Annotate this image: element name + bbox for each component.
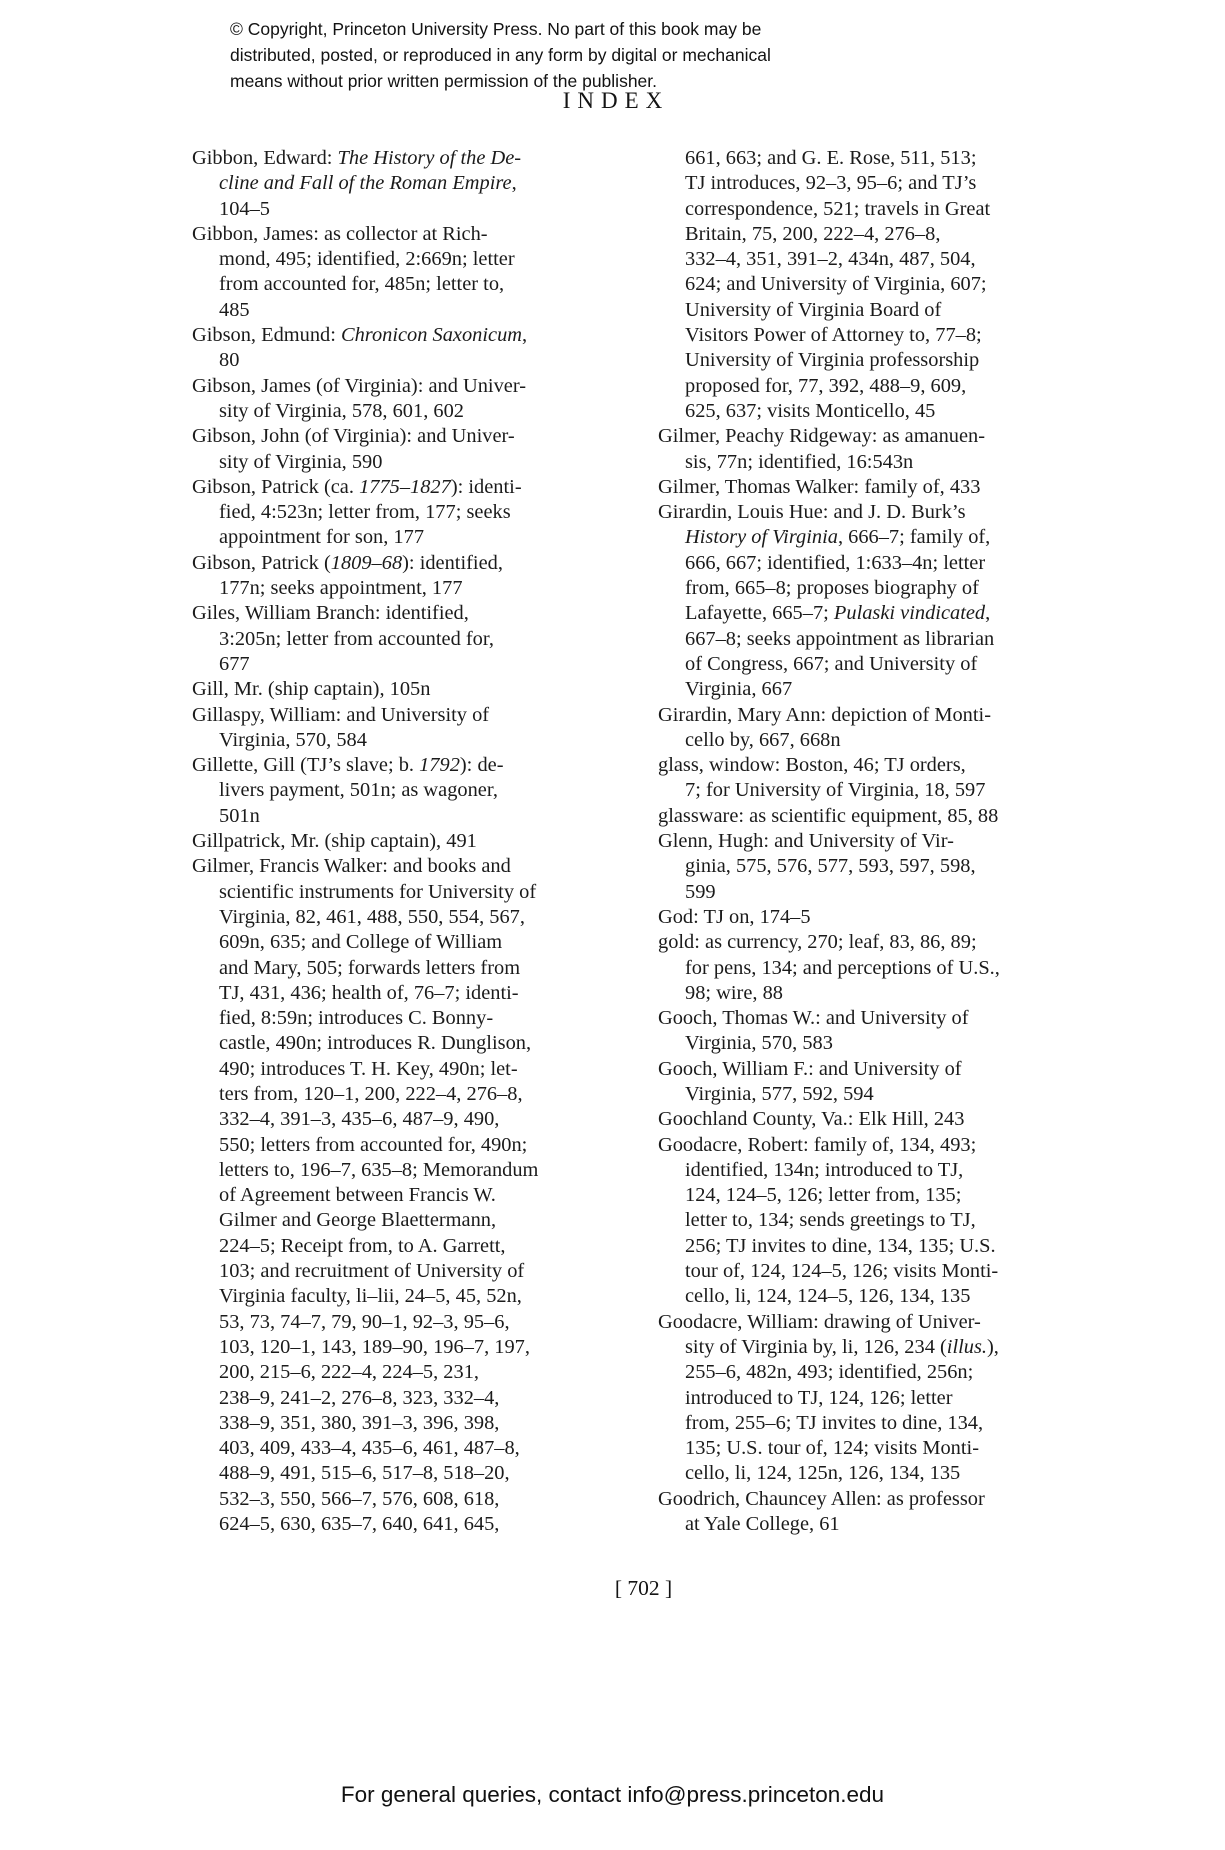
index-entry: Gooch, Thomas W.: and University of Virginia, 570, 583 <box>658 1007 969 1055</box>
index-column-left <box>192 146 629 1537</box>
index-entry: Gilmer, Peachy Ridgeway: as amanuen- sis, 77n; identified, 16:543n <box>658 425 986 473</box>
copyright-line: means without prior written permission of the publisher. <box>230 71 658 91</box>
index-entry: Gillette, Gill (TJ’s slave; b. 1792): de- livers payment, 501n; as wagoner, 501n <box>192 754 504 827</box>
page-number: [ 702 ] <box>614 1576 673 1600</box>
index-entry: Girardin, Louis Hue: and J. D. Burk’s History of Virginia, 666–7; family of, 666, 667; identified, 1:633–4n; letter from, 665–8; proposes biography of Lafayette, 665–7; Pulaski vindicated, 667–8; seeks appointment as librarian of Congress, 667; and University of Virginia, 667 <box>658 501 995 701</box>
index-entry: glass, window: Boston, 46; TJ orders, 7; for University of Virginia, 18, 597 <box>658 754 986 802</box>
copyright-notice <box>230 16 771 94</box>
index-entry: Gilmer, Francis Walker: and books and scientific instruments for University of Virginia, 82, 461, 488, 550, 554, 567, 609n, 635; and College of William and Mary, 505; forwards letters from TJ, 431, 436; health of, 76–7; identi- fied, 8:59n; introduces C. Bonny- castle, 490n; introduces R. Dunglison, 490; introduces T. H. Key, 490n; let- ters from, 120–1, 200, 222–4, 276–8, 332–4, 391–3, 435–6, 487–9, 490, 550; letters from accounted for, 490n; letters to, 196–7, 635–8; Memorandum of Agreement between Francis W. Gilmer and George Blaettermann, 224–5; Receipt from, to A. Garrett, 103; and recruitment of University of Virginia faculty, li–lii, 24–5, 45, 52n, 53, 73, 74–7, 79, 90–1, 92–3, 95–6, 103, 120–1, 143, 189–90, 196–7, 197, 200, 215–6, 222–4, 224–5, 231, 238–9, 241–2, 276–8, 323, 332–4, 338–9, 351, 380, 391–3, 396, 398, 403, 409, 433–4, 435–6, 461, 487–8, 488–9, 491, 515–6, 517–8, 518–20, 532–3, 550, 566–7, 576, 608, 618, 624–5, 630, 635–7, 640, 641, 645, <box>192 855 539 1536</box>
footer-contact: For general queries, contact info@press.princeton.edu <box>340 1782 885 1807</box>
index-entry: Goodacre, William: drawing of Univer- sity of Virginia by, li, 126, 234 (illus.), 255–6, 482n, 493; identified, 256n; introduced to TJ, 124, 126; letter from, 255–6; TJ invites to dine, 134, 135; U.S. tour of, 124; visits Monti- cello, li, 124, 125n, 126, 134, 135 <box>658 1310 999 1485</box>
index-entry: Goodrich, Chauncey Allen: as professor at Yale College, 61 <box>658 1487 985 1536</box>
index-column-right <box>658 146 1095 1537</box>
index-entry: Gibson, Patrick (ca. 1775–1827): identi- fied, 4:523n; letter from, 177; seeks appointment for son, 177 <box>192 475 522 549</box>
index-entry: Gillaspy, William: and University of Virginia, 570, 584 <box>192 703 490 751</box>
index-entry: Girardin, Mary Ann: depiction of Monti- cello by, 667, 668n <box>658 703 991 751</box>
index-entry: Gibbon, James: as collector at Rich- mond, 495; identified, 2:669n; letter from accounted for, 485n; letter to, 485 <box>192 222 515 321</box>
index-entry: Giles, William Branch: identified, 3:205n; letter from accounted for, 677 <box>192 602 494 675</box>
index-entry: gold: as currency, 270; leaf, 83, 86, 89; for pens, 134; and perceptions of U.S., 98; wire, 88 <box>658 931 1000 1004</box>
index-entry: Gibson, Patrick (1809–68): identified, 177n; seeks appointment, 177 <box>192 551 503 600</box>
index-entry: Gibson, John (of Virginia): and Univer- sity of Virginia, 590 <box>192 425 515 473</box>
index-entry: Goodacre, Robert: family of, 134, 493; identified, 134n; introduced to TJ, 124, 124–5, 126; letter from, 135; letter to, 134; sends greetings to TJ, 256; TJ invites to dine, 134, 135; U.S. tour of, 124, 124–5, 126; visits Monti- cello, li, 124, 124–5, 126, 134, 135 <box>658 1133 999 1308</box>
index-entry: Gilmer, Thomas Walker: family of, 433 <box>658 475 981 498</box>
index-body <box>192 146 1095 1537</box>
index-entry: Goochland County, Va.: Elk Hill, 243 <box>658 1108 965 1131</box>
index-entry: God: TJ on, 174–5 <box>658 905 811 928</box>
copyright-line: © Copyright, Princeton University Press. No part of this book may be <box>230 19 762 39</box>
index-entry: Glenn, Hugh: and University of Vir- ginia, 575, 576, 577, 593, 597, 598, 599 <box>658 830 976 903</box>
index-entry: glassware: as scientific equipment, 85, 88 <box>658 804 999 827</box>
index-entry: Gillpatrick, Mr. (ship captain), 491 <box>192 830 477 853</box>
index-entry: Gibson, James (of Virginia): and Univer- sity of Virginia, 578, 601, 602 <box>192 374 526 422</box>
index-entry-continuation: 661, 663; and G. E. Rose, 511, 513; TJ introduces, 92–3, 95–6; and TJ’s correspondence, 521; travels in Great Britain, 75, 200, 222–4, 276–8, 332–4, 351, 391–2, 434n, 487, 504, 624; and University of Virginia, 607; University of Virginia Board of Visitors Power of Attorney to, 77–8; University of Virginia professorship proposed for, 77, 392, 488–9, 609, 625, 637; visits Monticello, 45 <box>685 147 991 422</box>
index-entry: Gooch, William F.: and University of Virginia, 577, 592, 594 <box>658 1057 962 1105</box>
page-title: INDEX <box>562 88 670 113</box>
copyright-line: distributed, posted, or reproduced in any form by digital or mechanical <box>230 45 771 65</box>
index-entry: Gill, Mr. (ship captain), 105n <box>192 678 431 701</box>
index-entry: Gibson, Edmund: Chronicon Saxonicum, 80 <box>192 324 528 372</box>
index-entry: Gibbon, Edward: The History of the De- cline and Fall of the Roman Empire, 104–5 <box>192 147 522 220</box>
